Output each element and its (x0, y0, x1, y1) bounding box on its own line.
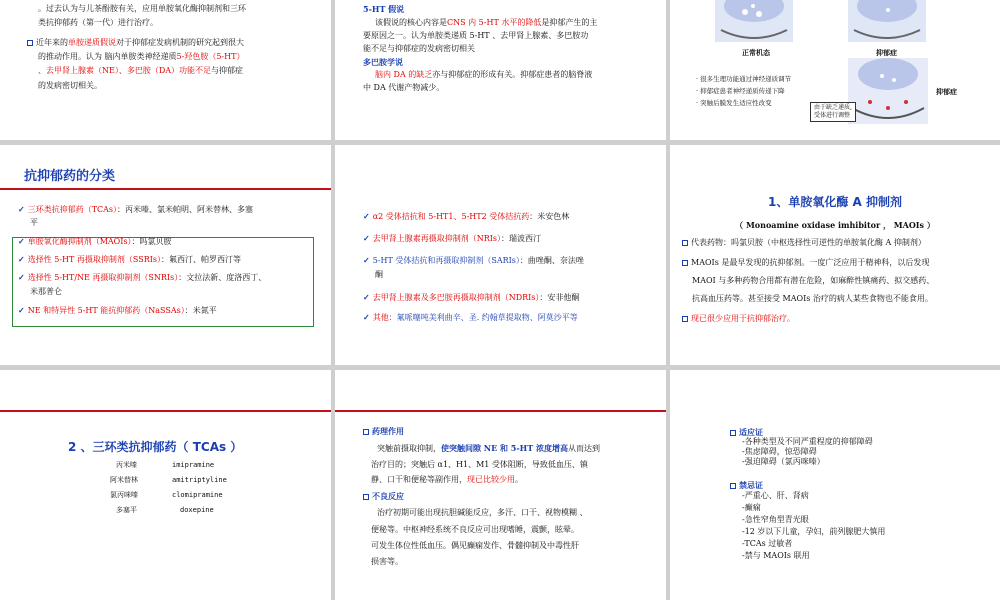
slide-8: 药理作用 突触前摄取抑制，使突触间隙 NE 和 5-HT 浓度增高从而达到 治疗目的；突触后 α1、H1、M1 受体阻断，导致低血压、镇 静、口干和便秘等副作用，现已比较少用。 不良反应 治疗初期可能出现抗胆碱能反应，多汗、口干、视物模糊 、 便秘等。中枢神经系统不良反应可出现嗜睡，震颤，眩晕。 可发生体位性低血压。偶见癫痫发作、骨髓抑制及中毒性肝 损害等。 (335, 370, 666, 600)
square-bullet-icon (363, 429, 369, 435)
s2-heading-da: 多巴胺学说 (363, 57, 403, 67)
square-bullet-icon (682, 316, 688, 322)
slide-5: ✓ α2 受体拮抗和 5-HT1、5-HT2 受体拮抗药：米安色林 ✓ 去甲肾上腺素再摄取抑制剂（NRIs）：瑞波西汀 ✓ 5-HT 受体拮抗和再摄取抑制剂（SARIs）：曲唑酮、奈法唑 酮 ✓ 去甲肾上腺素及多巴胺再摄取抑制剂（NDRIs）：安非他酮 ✓ 其他：氟哌噻吨美利曲辛、圣. 约翰草提取物、阿莫沙平等 (335, 145, 666, 365)
check-icon: ✓ (363, 211, 370, 221)
check-icon: ✓ (18, 204, 25, 214)
s1-line1: 。过去认为与儿茶酚胺有关，应用单胺氧化酶抑制剂和三环 (38, 4, 246, 13)
slide-6: 1、单胺氧化酶 A 抑制剂 （ Monoamine oxidase imhibitor ， MAOIs ） 代表药物：吗氯贝胺（中枢选择性可逆性的单胺氧化酶 A 抑制剂） MAOIs 是最早发现的抗抑郁剂。一度广泛应用于精神科，以后发现 MAOI 与多种药物合用都有潜在危险，如麻醉性镇痛药、拟交感药、 抗高血压药等。甚至接受 MAOIs 治疗的病人某些食物也不能食用。 现已很少应用于抗抑郁治疗。 (670, 145, 1000, 365)
square-bullet-icon (363, 494, 369, 500)
slide-9: 适应证 -各种类型及不同严重程度的抑郁障碍 -焦虑障碍，惊恐障碍 -强迫障碍（氯丙咪嗪） 禁忌证 -严重心、肝、肾病 -癫痫 -急性窄角型青光眼 -12 岁以下儿童，孕妇，前列腺肥大慎用 -TCAs 过敏者 -禁与 MAOIs 联用 (670, 370, 1000, 600)
s6-title: 1、单胺氧化酶 A 抑制剂 (768, 195, 902, 209)
check-icon: ✓ (18, 236, 25, 246)
s1-line2: 类抗抑郁药（第一代）进行治疗。 (38, 18, 158, 27)
slide-4: 抗抑郁药的分类 ✓ 三环类抗抑郁药（TCAs）：丙米嗪、氯米帕明、阿米替林、多塞 平 ✓ 单胺氧化酶抑制剂（MAOIs）：吗氯贝胺 ✓ 选择性 5-HT 再摄取抑制剂（SSRIs）：氟西汀、帕罗西汀等 ✓ 选择性 5-HT/NE 再摄取抑制剂（SNRIs）：文拉法新、度洛西丁、 米那普仑 ✓ NE 和特异性 5-HT 能抗抑郁药（NaSSAs）：米氮平 (0, 145, 331, 365)
s1-bullet: 近年来的单胺递质假说对于抑郁症发病机制的研究起到很大 (27, 37, 244, 49)
slide-2: 5-HT 假说 该假说的核心内容是CNS 内 5-HT 水平的降低是抑郁产生的主 要原因之一。认为单胺类递质 5-HT 、去甲肾上腺素、多巴胺功 能不足与抑郁症的发病密切相关 多巴胺学说 脑内 DA 的缺乏亦与抑郁症的形成有关。抑郁症患者的脑脊液 中 DA 代谢产物减少。 (335, 0, 666, 140)
synapse-depression-image (848, 0, 926, 42)
square-bullet-icon (27, 40, 33, 46)
square-bullet-icon (682, 260, 688, 266)
square-bullet-icon (730, 430, 736, 436)
synapse-normal-image (715, 0, 793, 42)
s6-subtitle: （ Monoamine oxidase imhibitor ， MAOIs ） (735, 220, 935, 230)
square-bullet-icon (730, 483, 736, 489)
title-divider (0, 410, 331, 412)
label-normal: 正常机态 (742, 48, 770, 57)
check-icon: ✓ (18, 305, 25, 315)
check-icon: ✓ (18, 254, 25, 264)
s7-title: 2 、三环类抗抑郁药（ TCAs ） (68, 440, 243, 454)
synapse-adaptation-image (848, 58, 928, 124)
s4-title: 抗抑郁药的分类 (24, 169, 116, 184)
check-icon: ✓ (18, 272, 25, 282)
check-icon: ✓ (363, 312, 370, 322)
adaptation-note: 由于缺乏递质, 受体进行调整 (810, 102, 856, 122)
title-divider (335, 410, 666, 412)
s2-heading-5ht: 5-HT 假说 (363, 4, 405, 14)
label-depression-2: 抑郁症 (936, 87, 957, 96)
slide-1: 。过去认为与儿茶酚胺有关，应用单胺氧化酶抑制剂和三环 类抗抑郁药（第一代）进行治疗。 近年来的单胺递质假说对于抑郁症发病机制的研究起到很大 的推动作用。认为 脑内单胺类神经递质5-羟色胺（5-HT） 、去甲肾上腺素（NE）、多巴胺（DA）功能不足与抑郁症 的发病密切相关。 (0, 0, 331, 140)
check-icon: ✓ (363, 255, 370, 265)
slide-7: 2 、三环类抗抑郁药（ TCAs ） 丙米嗪 imipramine 阿米替林 amitriptyline 氯丙咪嗪 clomipramine 多塞平 doxepine (0, 370, 331, 600)
slide-3: 正常机态 抑郁症 抑郁症 · 很多生理功能通过神经递质调节 · 抑郁症患者神经递质传递下降 · 突触后膜发生适应性改变 由于缺乏递质, 受体进行调整 (670, 0, 1000, 140)
square-bullet-icon (682, 240, 688, 246)
check-icon: ✓ (363, 292, 370, 302)
check-icon: ✓ (363, 233, 370, 243)
label-depression-1: 抑郁症 (876, 48, 897, 57)
title-divider (0, 188, 331, 190)
